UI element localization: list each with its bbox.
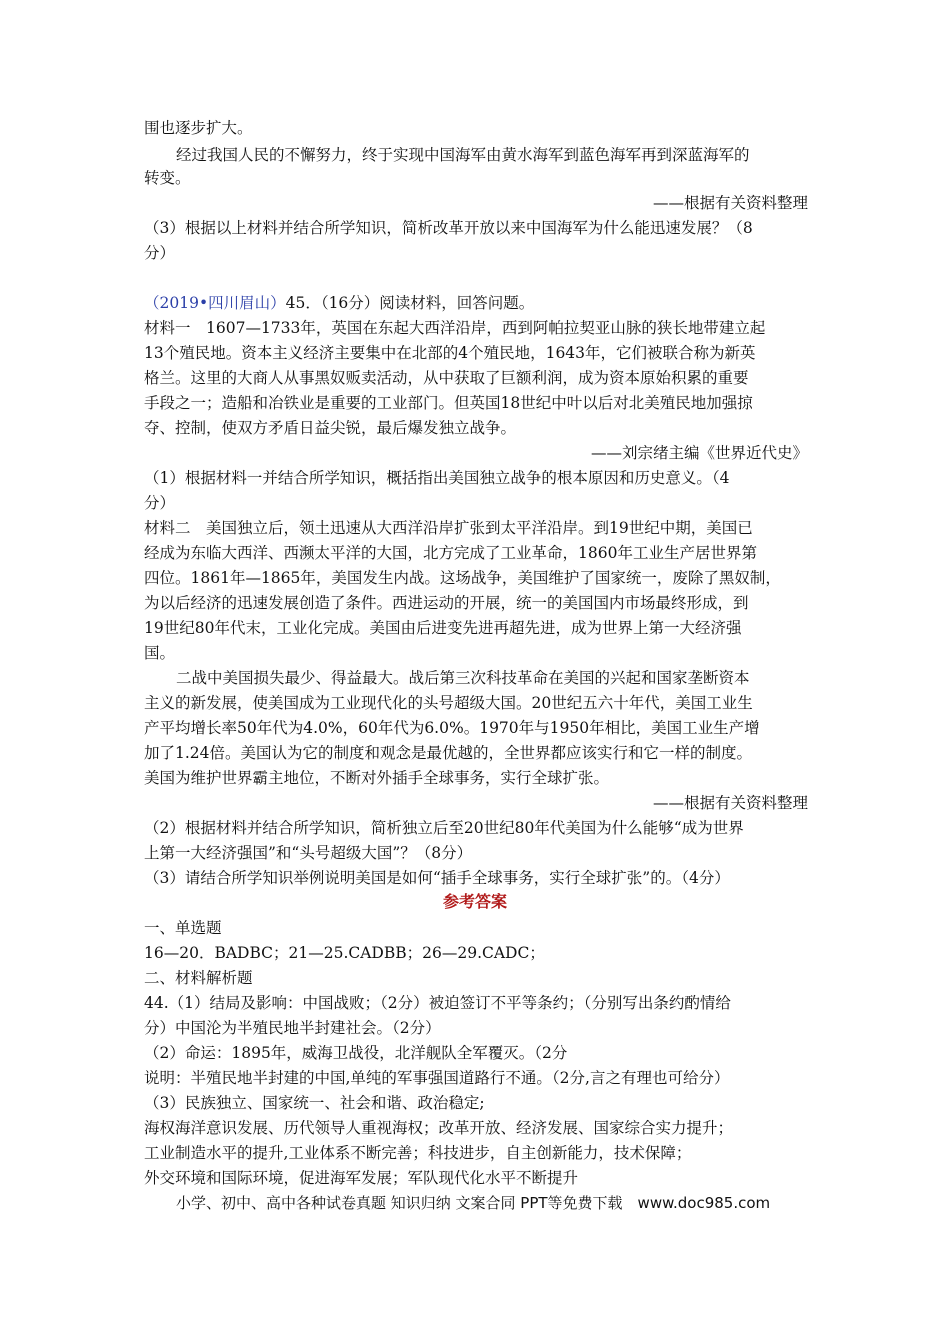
top-line-3: 转变。 — [144, 169, 191, 187]
top-line-2: 经过我国人民的不懈努力，终于实现中国海军由黄水海军到蓝色海军再到深蓝海军的 — [176, 146, 750, 164]
page-footer: 小学、初中、高中各种试卷真题 知识归纳 文案合同 PPT等免费下载 www.doc985.com — [176, 1194, 771, 1212]
material2-p2-line-1: 二战中美国损失最少、得益最大。战后第三次科技革命在美国的兴起和国家垄断资本 — [176, 669, 750, 687]
answers-multiple-choice: 16—20．BADBC；21—25.CADBB；26—29.CADC； — [144, 944, 545, 962]
material2-line-6: 国。 — [144, 644, 176, 662]
material1-source: ——刘宗绪主编《世界近代史》 — [590, 444, 808, 462]
material2-line-1: 材料二 美国独立后，领土迅速从大西洋沿岸扩张到太平洋沿岸。到19世纪中期，美国已 — [144, 519, 753, 537]
answer44-3: （3）民族独立、国家统一、社会和谐、政治稳定; — [144, 1094, 485, 1112]
material2-p2-line-2: 主义的新发展，使美国成为工业现代化的头号超级大国。20世纪五六十年代，美国工业生 — [144, 694, 753, 712]
material2-p2-line-3: 产平均增长率50年代为4.0%，60年代为6.0%。1970年与1950年相比，美国工业生产增 — [144, 719, 760, 737]
answer44-2-note: 说明：半殖民地半封建的中国,单纯的军事强国道路行不通。（2分,言之有理也可给分） — [144, 1069, 730, 1087]
answers-heading: 参考答案 — [442, 892, 507, 911]
material2-line-4: 为以后经济的迅速发展创造了条件。西进运动的开展，统一的美国国内市场最终形成，到 — [144, 594, 749, 612]
material1-line-5: 夺、控制，使双方矛盾日益尖锐，最后爆发独立战争。 — [144, 419, 517, 437]
material2-line-3: 四位。1861年—1865年，美国发生内战。这场战争，美国维护了国家统一，废除了黑奴制， — [144, 569, 781, 587]
question3: （3）请结合所学知识举例说明美国是如何“插手全球事务，实行全球扩张”的。（4分） — [144, 869, 730, 887]
q45-header — [144, 293, 534, 313]
question2-a: （2）根据材料并结合所学知识，简析独立后至20世纪80年代美国为什么能够“成为世界 — [144, 819, 744, 837]
answer44-3-d: 外交环境和国际环境，促进海军发展；军队现代化水平不断提升 — [144, 1169, 579, 1187]
top-q3-b: 分） — [144, 244, 176, 262]
q45-source-tag: （2019•四川眉山） — [144, 294, 286, 312]
top-q3-a: （3）根据以上材料并结合所学知识，简析改革开放以来中国海军为什么能迅速发展？（8 — [144, 219, 753, 237]
top-line-1: 围也逐步扩大。 — [144, 119, 253, 137]
question1-b: 分） — [144, 494, 176, 512]
material1-line-1: 材料一 1607—1733年，英国在东起大西洋沿岸，西到阿帕拉契亚山脉的狭长地带建立起 — [144, 319, 766, 337]
material2-line-5: 19世纪80年代末，工业化完成。美国由后进变先进再超先进，成为世界上第一大经济强 — [144, 619, 742, 637]
answer44-1-a: 44.（1）结局及影响：中国战败；（2分）被迫签订不平等条约；（分别写出条约酌情给 — [144, 994, 731, 1012]
answer44-3-c: 工业制造水平的提升,工业体系不断完善；科技进步，自主创新能力，技术保障； — [144, 1144, 692, 1162]
material2-p2-line-4: 加了1.24倍。美国认为它的制度和观念是最优越的，全世界都应该实行和它一样的制度。 — [144, 744, 753, 762]
material1-line-2: 13个殖民地。资本主义经济主要集中在北部的4个殖民地，1643年，它们被联合称为新英 — [144, 344, 756, 362]
material2-source: ——根据有关资料整理 — [652, 794, 808, 812]
material2-line-2: 经成为东临大西洋、西濒太平洋的大国，北方完成了工业革命，1860年工业生产居世界第 — [144, 544, 757, 562]
q45-title: 45．（16分）阅读材料，回答问题。 — [285, 294, 535, 312]
answers-section-2: 二、材料解析题 — [144, 969, 253, 987]
answer44-2: （2）命运：1895年，威海卫战役，北洋舰队全军覆灭。（2分 — [144, 1044, 568, 1062]
material1-line-4: 手段之一；造船和冶铁业是重要的工业部门。但英国18世纪中叶以后对北美殖民地加强掠 — [144, 394, 753, 412]
question2-b: 上第一大经济强国”和“头号超级大国”？（8分） — [144, 844, 473, 862]
question1-a: （1）根据材料一并结合所学知识，概括指出美国独立战争的根本原因和历史意义。（4 — [144, 469, 730, 487]
material2-p2-line-5: 美国为维护世界霸主地位，不断对外插手全球事务，实行全球扩张。 — [144, 769, 610, 787]
answer44-1-b: 分）中国沦为半殖民地半封建社会。（2分） — [144, 1019, 441, 1037]
material1-line-3: 格兰。这里的大商人从事黑奴贩卖活动，从中获取了巨额利润，成为资本原始积累的重要 — [144, 369, 749, 387]
top-source: ——根据有关资料整理 — [652, 194, 808, 212]
answers-section-1: 一、单选题 — [144, 919, 222, 937]
answer44-3-b: 海权海洋意识发展、历代领导人重视海权；改革开放、经济发展、国家综合实力提升； — [144, 1119, 734, 1137]
